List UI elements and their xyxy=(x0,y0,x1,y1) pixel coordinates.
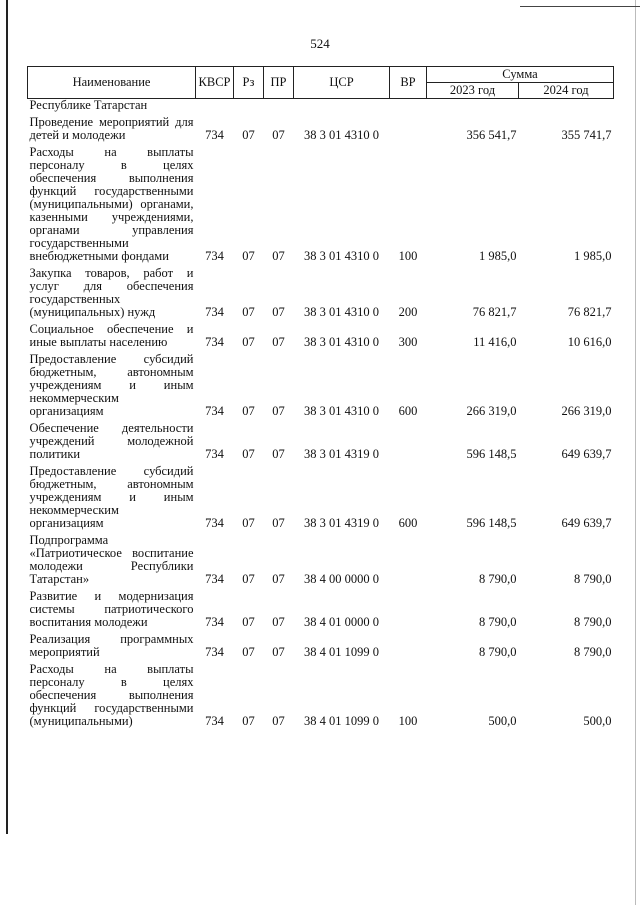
row-name: Развитие и модернизация системы патриотического воспитания молодежи xyxy=(29,589,194,629)
header-year-2023: 2023 год xyxy=(427,83,519,99)
row-rz: 07 xyxy=(242,128,255,142)
row-csr: 38 3 01 4310 0 xyxy=(304,249,379,263)
row-sum-2023: 76 821,7 xyxy=(472,305,517,319)
scan-left-edge xyxy=(6,0,8,834)
row-name: Предоставление субсидий бюджетным, автономным учреждениям и иным некоммерческим организациям xyxy=(29,352,194,418)
row-sum-2023: 596 148,5 xyxy=(466,447,517,461)
row-csr: 38 3 01 4319 0 xyxy=(304,516,379,530)
row-sum-2023: 1 985,0 xyxy=(479,249,517,263)
header-rz: Рз xyxy=(234,67,264,99)
row-name: Расходы на выплаты персоналу в целях обеспечения выполнения функций государственными (муниципальными) xyxy=(29,662,194,728)
table-row xyxy=(28,659,614,728)
row-vr xyxy=(390,530,427,586)
table-row xyxy=(28,530,614,586)
row-pr: 07 xyxy=(272,516,285,530)
row-sum-2024: 8 790,0 xyxy=(574,615,612,629)
row-vr: 100 xyxy=(398,714,418,728)
row-name: Реализация программных мероприятий xyxy=(29,632,194,659)
row-sum-2023: 8 790,0 xyxy=(479,572,517,586)
row-rz: 07 xyxy=(242,516,255,530)
row-sum-2024: 649 639,7 xyxy=(561,447,612,461)
header-vr: ВР xyxy=(390,67,427,99)
row-kvsr: 734 xyxy=(205,404,224,418)
row-sum-2024: 266 319,0 xyxy=(561,404,612,418)
row-csr: 38 4 00 0000 0 xyxy=(304,572,379,586)
row-name: Подпрограмма «Патриотическое воспитание молодежи Республики Татарстан» xyxy=(29,533,194,586)
row-sum-2023: 8 790,0 xyxy=(479,645,517,659)
budget-table xyxy=(27,66,614,728)
row-rz: 07 xyxy=(242,249,255,263)
row-kvsr: 734 xyxy=(205,305,224,319)
row-rz: 07 xyxy=(242,572,255,586)
row-vr xyxy=(390,418,427,461)
table-row xyxy=(28,263,614,319)
row-sum-2024: 8 790,0 xyxy=(574,572,612,586)
table-header xyxy=(28,67,614,99)
row-pr: 07 xyxy=(272,645,285,659)
row-name: Социальное обеспечение и иные выплаты населению xyxy=(29,322,194,349)
row-name: Проведение мероприятий для детей и молодежи xyxy=(29,115,194,142)
row-kvsr: 734 xyxy=(205,645,224,659)
row-name: Предоставление субсидий бюджетным, автономным учреждениям и иным некоммерческим организациям xyxy=(29,464,194,530)
row-kvsr: 734 xyxy=(205,516,224,530)
row-csr: 38 4 01 0000 0 xyxy=(304,615,379,629)
row-csr: 38 3 01 4310 0 xyxy=(304,128,379,142)
header-csr: ЦСР xyxy=(294,67,390,99)
table-body xyxy=(28,99,614,729)
row-sum-2023: 356 541,7 xyxy=(466,128,517,142)
row-pr: 07 xyxy=(272,335,285,349)
row-rz: 07 xyxy=(242,615,255,629)
row-vr: 600 xyxy=(398,516,418,530)
row-vr: 300 xyxy=(398,335,418,349)
table-row xyxy=(28,319,614,349)
row-name: Закупка товаров, работ и услуг для обеспечения государственных (муниципальных) нужд xyxy=(29,266,194,319)
row-pr: 07 xyxy=(272,615,285,629)
scan-right-edge xyxy=(635,0,636,905)
continuation-text: Республике Татарстан xyxy=(29,98,148,112)
row-csr: 38 3 01 4319 0 xyxy=(304,447,379,461)
row-rz: 07 xyxy=(242,404,255,418)
row-vr: 100 xyxy=(398,249,418,263)
header-kvsr: КВСР xyxy=(196,67,234,99)
row-sum-2023: 500,0 xyxy=(488,714,517,728)
row-kvsr: 734 xyxy=(205,128,224,142)
row-csr: 38 3 01 4310 0 xyxy=(304,305,379,319)
row-rz: 07 xyxy=(242,335,255,349)
row-sum-2023: 11 416,0 xyxy=(473,335,517,349)
row-sum-2023: 8 790,0 xyxy=(479,615,517,629)
row-sum-2023: 596 148,5 xyxy=(466,516,517,530)
row-sum-2024: 1 985,0 xyxy=(574,249,612,263)
row-name: Обеспечение деятельности учреждений молодежной политики xyxy=(29,421,194,461)
table-row xyxy=(28,629,614,659)
row-rz: 07 xyxy=(242,305,255,319)
row-kvsr: 734 xyxy=(205,447,224,461)
row-pr: 07 xyxy=(272,249,285,263)
row-csr: 38 4 01 1099 0 xyxy=(304,714,379,728)
header-name: Наименование xyxy=(28,67,196,99)
row-rz: 07 xyxy=(242,447,255,461)
row-kvsr: 734 xyxy=(205,615,224,629)
row-csr: 38 3 01 4310 0 xyxy=(304,335,379,349)
table-row xyxy=(28,142,614,263)
row-sum-2024: 10 616,0 xyxy=(567,335,612,349)
table-row xyxy=(28,112,614,142)
table-row xyxy=(28,418,614,461)
row-sum-2024: 355 741,7 xyxy=(561,128,612,142)
row-sum-2024: 500,0 xyxy=(583,714,612,728)
row-kvsr: 734 xyxy=(205,572,224,586)
table-row xyxy=(28,461,614,530)
table-row xyxy=(28,349,614,418)
row-csr: 38 3 01 4310 0 xyxy=(304,404,379,418)
header-sum: Сумма xyxy=(427,67,614,83)
row-kvsr: 734 xyxy=(205,249,224,263)
table-row xyxy=(28,586,614,629)
row-sum-2023: 266 319,0 xyxy=(466,404,517,418)
row-pr: 07 xyxy=(272,714,285,728)
row-pr: 07 xyxy=(272,128,285,142)
row-pr: 07 xyxy=(272,572,285,586)
row-sum-2024: 8 790,0 xyxy=(574,645,612,659)
row-rz: 07 xyxy=(242,645,255,659)
row-vr xyxy=(390,112,427,142)
row-vr xyxy=(390,586,427,629)
page-number: 524 xyxy=(310,36,330,51)
continuation-row xyxy=(28,99,614,113)
row-pr: 07 xyxy=(272,305,285,319)
row-sum-2024: 76 821,7 xyxy=(567,305,612,319)
row-pr: 07 xyxy=(272,447,285,461)
row-pr: 07 xyxy=(272,404,285,418)
row-vr: 600 xyxy=(398,404,418,418)
row-kvsr: 734 xyxy=(205,335,224,349)
row-name: Расходы на выплаты персоналу в целях обеспечения выполнения функций государственными (муниципальными) органами, казенными учреждениями, органами управления государственными внебюджетными фондами xyxy=(29,145,194,263)
row-vr xyxy=(390,629,427,659)
row-sum-2024: 649 639,7 xyxy=(561,516,612,530)
header-pr: ПР xyxy=(264,67,294,99)
header-year-2024: 2024 год xyxy=(519,83,614,99)
row-vr: 200 xyxy=(398,305,418,319)
row-csr: 38 4 01 1099 0 xyxy=(304,645,379,659)
row-kvsr: 734 xyxy=(205,714,224,728)
row-rz: 07 xyxy=(242,714,255,728)
scan-top-mark xyxy=(520,6,640,7)
